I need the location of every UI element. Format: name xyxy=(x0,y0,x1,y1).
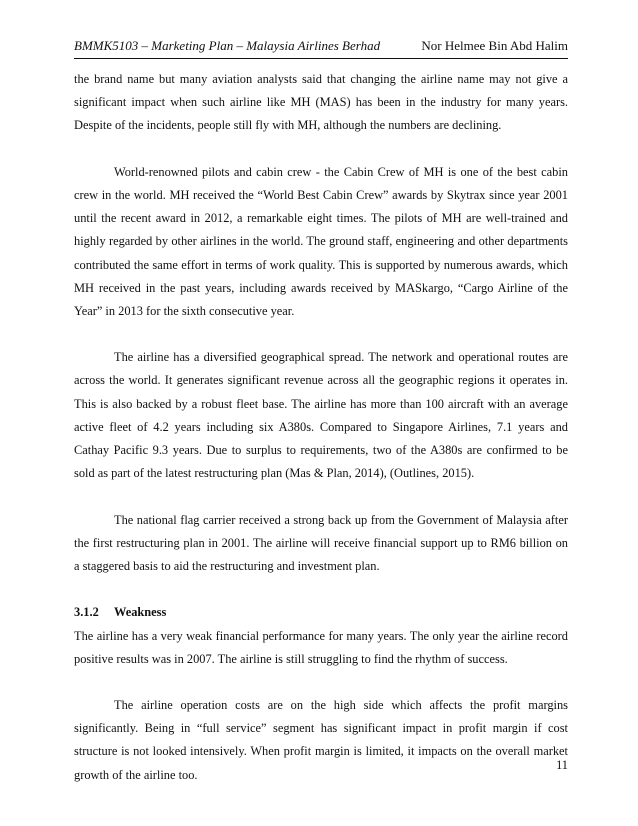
section-number: 3.1.2 xyxy=(74,605,99,620)
paragraph-weak-financials xyxy=(74,625,568,671)
text-line: the first restructuring plan in 2001. The airline will receive financial support up to RM6 billion on xyxy=(74,535,568,550)
text-line: World-renowned pilots and cabin crew - the Cabin Crew of MH is one of the best cabin xyxy=(114,164,568,179)
text-line: Despite of the incidents, people still fly with MH, although the numbers are declining. xyxy=(74,118,502,133)
text-line: significantly. Being in “full service” segment has significant impact in profit margin if cost xyxy=(74,721,568,736)
text-line: This is also backed by a robust fleet base. The airline has more than 100 aircraft with an average xyxy=(74,396,568,411)
text-line: the brand name but many aviation analysts said that changing the airline name may not give a xyxy=(74,72,568,86)
text-line: Cathay Pacific 9.3 years. Due to surplus to requirements, two of the A380s are confirmed to be xyxy=(74,443,568,457)
text-line: structure is not looked intensively. When profit margin is limited, it impacts on the overall market xyxy=(74,744,568,759)
page-number: 11 xyxy=(556,758,568,772)
header-rule xyxy=(74,58,568,59)
text-line: significant impact when such airline like MH (MAS) has been in the industry for many years. xyxy=(74,95,568,110)
text-line: MH received in the past years, including awards received by MASkargo, “Cargo Airline of the xyxy=(74,280,568,295)
body-text xyxy=(74,68,568,787)
text-line: The airline has a very weak financial performance for many years. The only year the airline record xyxy=(74,628,568,643)
paragraph-government-support xyxy=(74,509,568,579)
text-line: across the world. It generates significant revenue across all the geographic regions it operates in. xyxy=(74,373,568,388)
text-line: positive results was in 2007. The airline is still struggling to find the rhythm of success. xyxy=(74,651,508,666)
text-line: The national flag carrier received a strong back up from the Government of Malaysia after xyxy=(114,512,568,527)
text-line: crew in the world. MH received the “World Best Cabin Crew” awards by Skytrax since year 2001 xyxy=(74,187,568,202)
text-line: The airline operation costs are on the high side which affects the profit margins xyxy=(114,698,568,713)
section-heading xyxy=(74,601,568,624)
text-line: contributed the same effort in terms of work quality. This is supported by numerous awards, which xyxy=(74,257,568,272)
text-line: a staggered basis to aid the restructuring and investment plan. xyxy=(74,558,380,573)
paragraph-operation-costs xyxy=(74,694,568,787)
text-line: highly regarded by other airlines in the world. The ground staff, engineering and other departments xyxy=(74,234,568,249)
text-line: until the recent award in 2012, a remarkable eight times. The pilots of MH are well-trained and xyxy=(74,211,568,226)
text-line: growth of the airline too. xyxy=(74,767,198,782)
section-title: Weakness xyxy=(114,605,167,620)
text-line: sold as part of the latest restructuring plan (Mas & Plan, 2014), (Outlines, 2015). xyxy=(74,466,475,481)
page-header xyxy=(74,38,568,54)
paragraph-geographical-spread xyxy=(74,346,568,485)
header-author: Nor Helmee Bin Abd Halim xyxy=(421,38,568,53)
text-line: The airline has a diversified geographical spread. The network and operational routes are xyxy=(114,350,568,365)
text-line: Year” in 2013 for the sixth consecutive year. xyxy=(74,303,295,318)
paragraph-cabin-crew xyxy=(74,161,568,323)
paragraph-brand-name xyxy=(74,68,568,138)
text-line: active fleet of 4.2 years including six A380s. Compared to Singapore Airlines, 7.1 years and xyxy=(74,419,568,434)
header-title: BMMK5103 – Marketing Plan – Malaysia Airlines Berhad xyxy=(74,38,381,53)
